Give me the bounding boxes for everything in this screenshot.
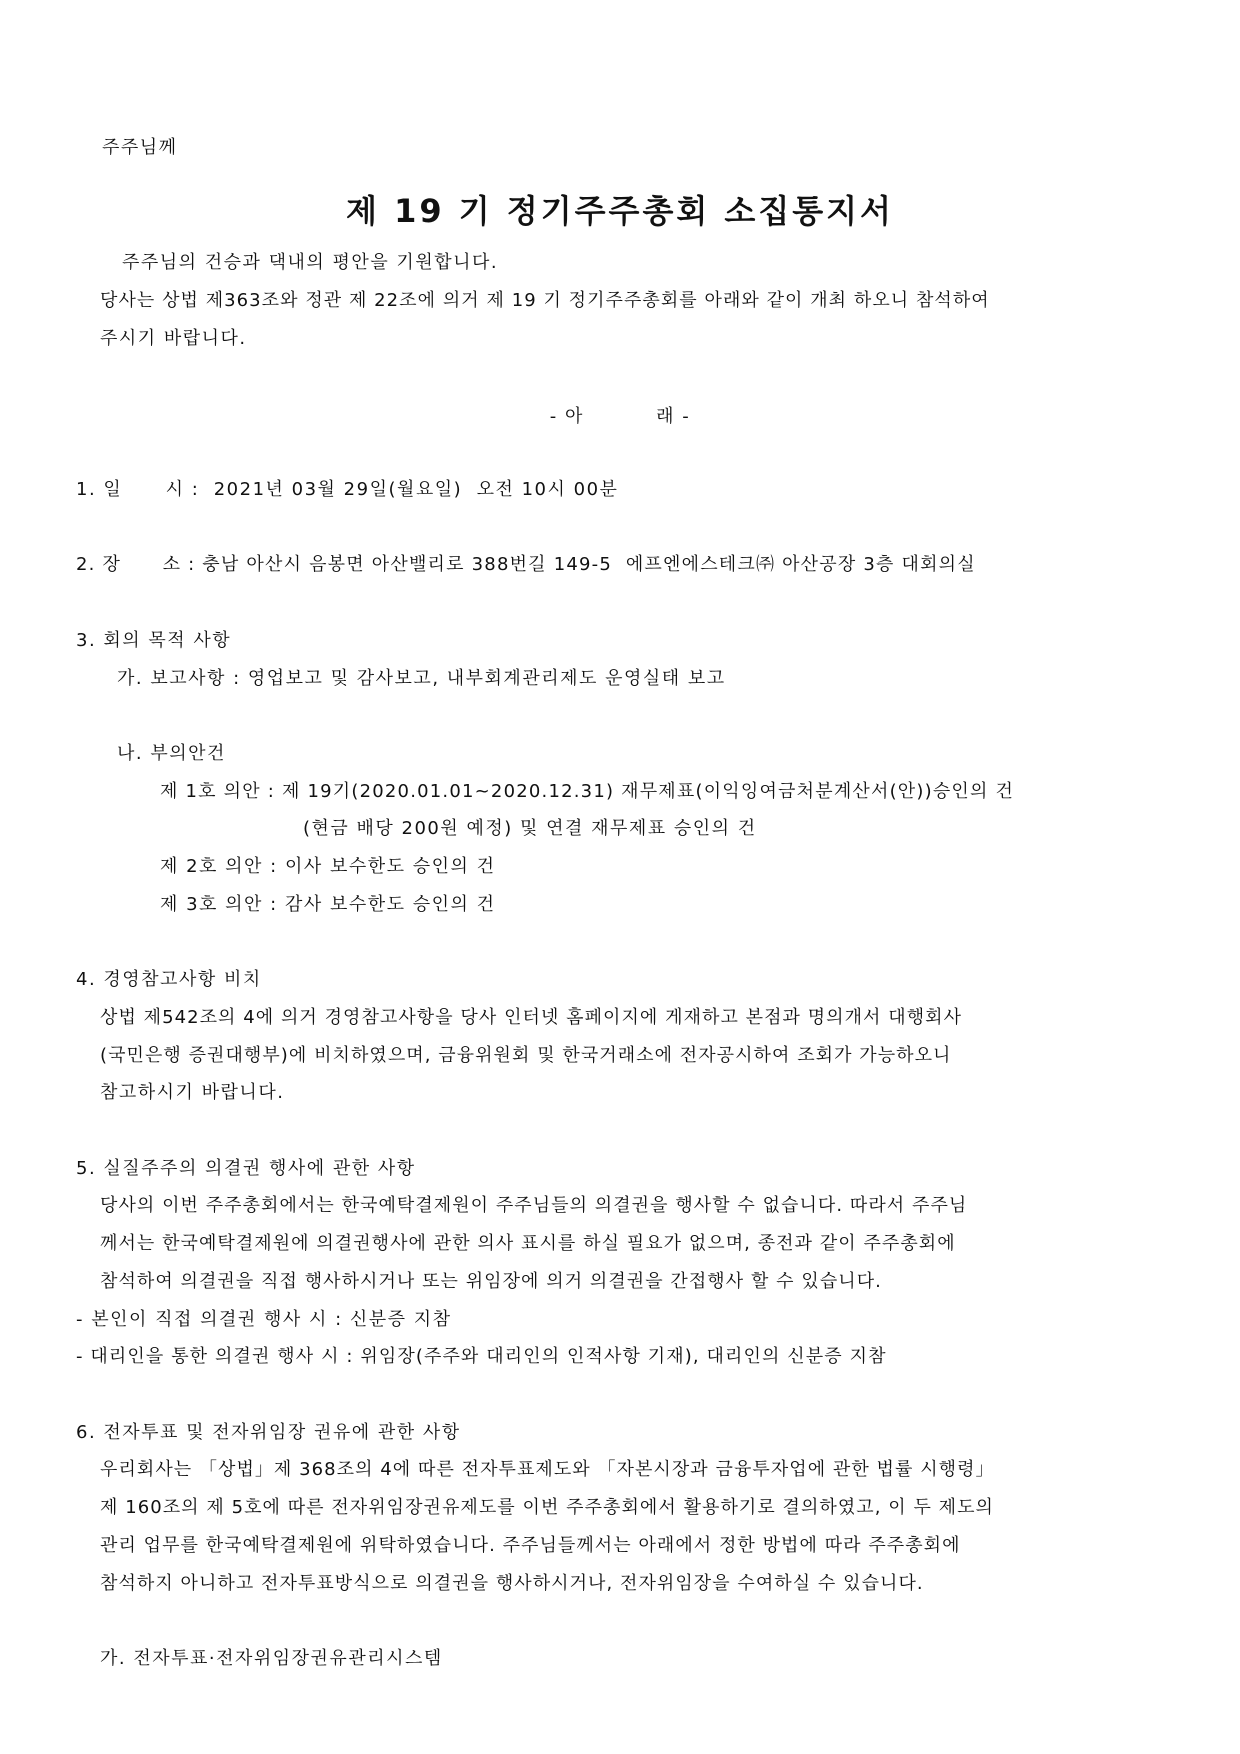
evote-heading: 6. 전자투표 및 전자위임장 권유에 관한 사항 (76, 1422, 461, 1443)
greeting: 주주님께 (102, 137, 178, 158)
separator: - 아 래 - (549, 406, 691, 427)
intro-line-2: 당사는 상법 제363조와 정관 제 22조에 의거 제 19 기 정기주주총회를 아래와 같이 개최 하오니 참석하여 (100, 290, 990, 311)
voting-bullet-1: - 본인이 직접 의결권 행사 시 : 신분증 지참 (76, 1309, 452, 1330)
management-line-3: 참고하시기 바랍니다. (100, 1082, 285, 1103)
voting-bullet-2: - 대리인을 통한 의결권 행사 시 : 위임장(주주와 대리인의 인적사항 기재), 대리인의 신분증 지참 (76, 1346, 887, 1367)
evote-system: 가. 전자투표·전자위임장권유관리시스템 (100, 1648, 443, 1669)
evote-line-2: 제 160조의 제 5호에 따른 전자위임장권유제도를 이번 주주총회에서 활용하기로 결의하였고, 이 두 제도의 (100, 1497, 994, 1518)
voting-line-2: 께서는 한국예탁결제원에 의결권행사에 관한 의사 표시를 하실 필요가 없으며, 종전과 같이 주주총회에 (100, 1233, 956, 1254)
resolution-2: 제 2호 의안 : 이사 보수한도 승인의 건 (160, 856, 496, 877)
resolution-1-cont: (현금 배당 200원 예정) 및 연결 재무제표 승인의 건 (303, 818, 757, 839)
agenda-heading: 3. 회의 목적 사항 (76, 630, 232, 651)
management-line-1: 상법 제542조의 4에 의거 경영참고사항을 당사 인터넷 홈페이지에 게재하고 본점과 명의개서 대행회사 (100, 1007, 963, 1028)
management-line-2: (국민은행 증권대행부)에 비치하였으며, 금융위원회 및 한국거래소에 전자공시하여 조회가 가능하오니 (100, 1045, 952, 1066)
voting-line-1: 당사의 이번 주주총회에서는 한국예탁결제원이 주주님들의 의결권을 행사할 수 없습니다. 따라서 주주님 (100, 1195, 968, 1216)
resolution-heading: 나. 부의안건 (117, 743, 226, 764)
evote-line-3: 관리 업무를 한국예탁결제원에 위탁하였습니다. 주주님들께서는 아래에서 정한 방법에 따라 주주총회에 (100, 1535, 961, 1556)
resolution-1: 제 1호 의안 : 제 19기(2020.01.01~2020.12.31) 재무제표(이익잉여금처분계산서(안))승인의 건 (160, 781, 1015, 802)
meeting-place: 2. 장 소 : 충남 아산시 음봉면 아산밸리로 388번길 149-5 에프엔에스테크㈜ 아산공장 3층 대회의실 (76, 554, 976, 575)
evote-line-4: 참석하지 아니하고 전자투표방식으로 의결권을 행사하시거나, 전자위임장을 수여하실 수 있습니다. (100, 1573, 924, 1594)
evote-line-1: 우리회사는 「상법」제 368조의 4에 따른 전자투표제도와 「자본시장과 금융투자업에 관한 법률 시행령」 (100, 1459, 995, 1480)
intro-line-1: 주주님의 건승과 댁내의 평안을 기원합니다. (122, 252, 499, 273)
report-matters: 가. 보고사항 : 영업보고 및 감사보고, 내부회계관리제도 운영실태 보고 (117, 668, 726, 689)
page-title: 제 19 기 정기주주총회 소집통지서 (346, 192, 894, 230)
voting-heading: 5. 실질주주의 의결권 행사에 관한 사항 (76, 1158, 416, 1179)
resolution-3: 제 3호 의안 : 감사 보수한도 승인의 건 (160, 894, 496, 915)
meeting-date: 1. 일 시 : 2021년 03월 29일(월요일) 오전 10시 00분 (76, 479, 619, 500)
intro-line-3: 주시기 바랍니다. (100, 328, 247, 349)
voting-line-3: 참석하여 의결권을 직접 행사하시거나 또는 위임장에 의거 의결권을 간접행사 할 수 있습니다. (100, 1271, 882, 1292)
management-heading: 4. 경영참고사항 비치 (76, 969, 262, 990)
